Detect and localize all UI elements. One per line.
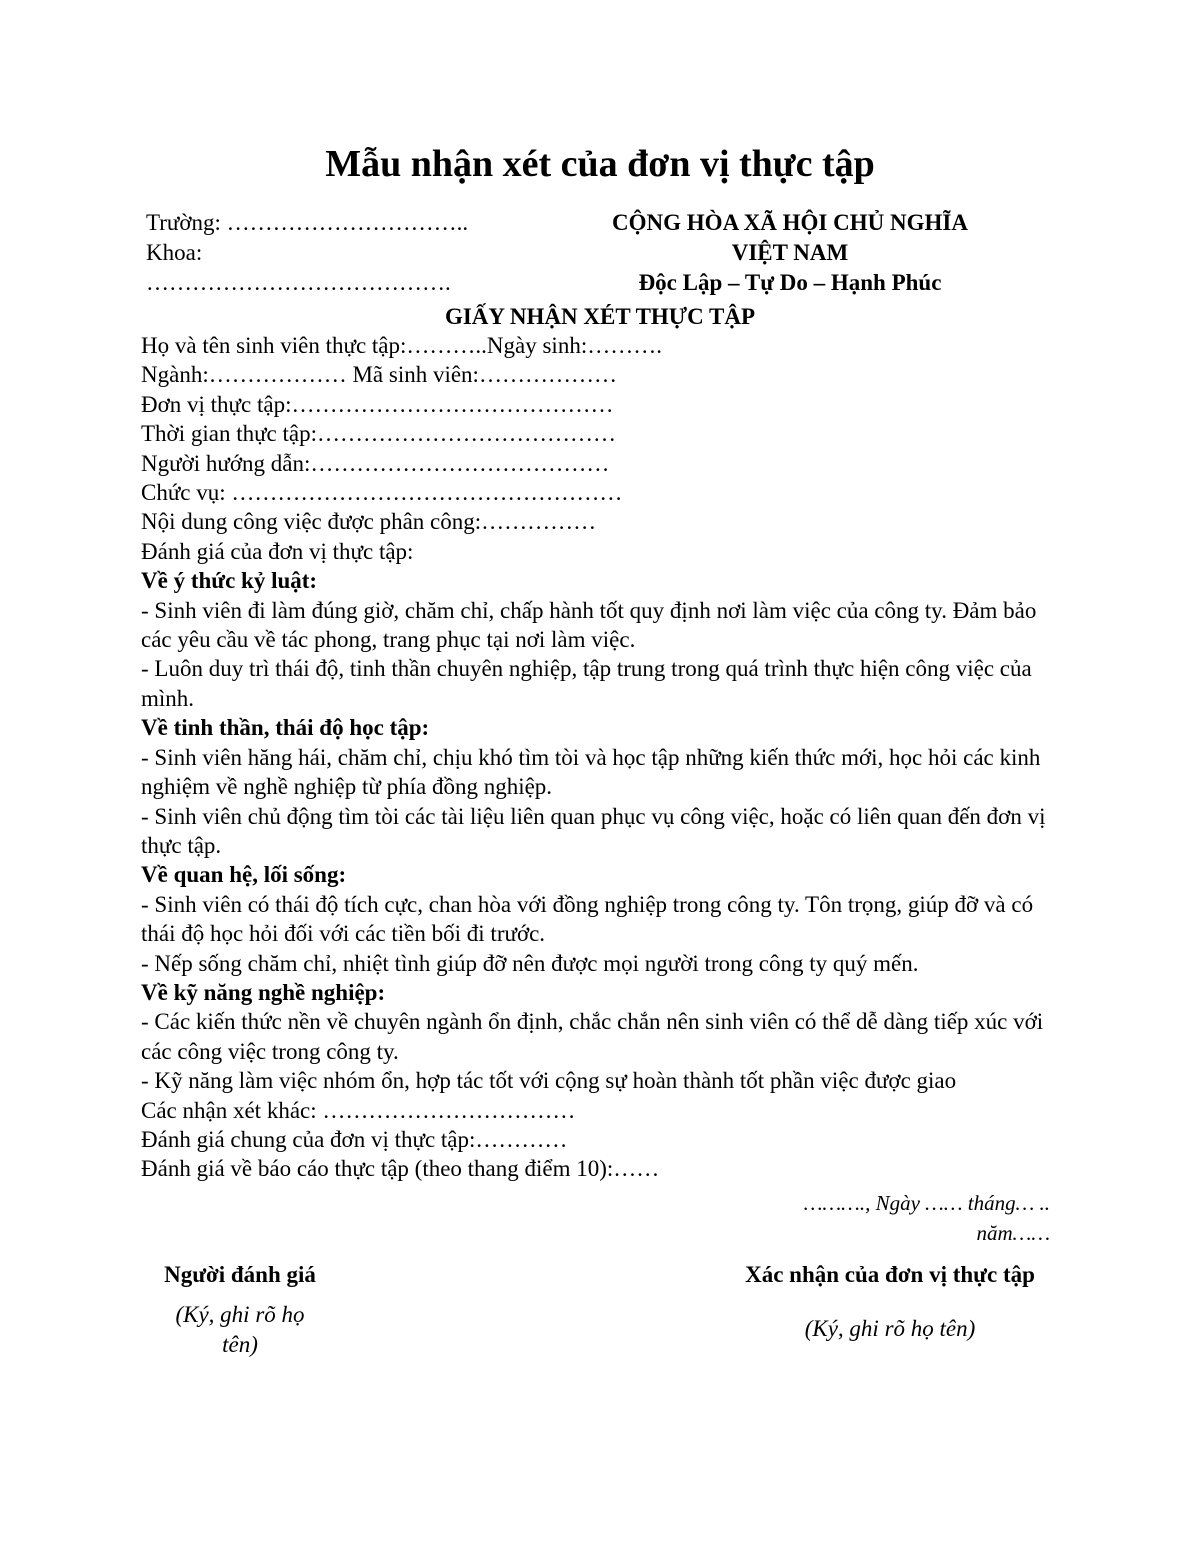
tasks-field: Nội dung công việc được phân công:…………… bbox=[141, 509, 597, 535]
attitude-paragraph: - Sinh viên hăng hái, chăm chỉ, chịu khó tìm tòi và học tập những kiến thức mới, học hỏi các kinh nghiệm về nghề nghiệp từ phía đồng nghiệp. bbox=[141, 744, 1041, 800]
evaluation-label: Đánh giá của đơn vị thực tập: bbox=[141, 538, 414, 564]
evaluator-signature-block bbox=[130, 1258, 350, 1360]
time-field: Thời gian thực tập:………………………………… bbox=[141, 421, 617, 447]
overall-evaluation-field: Đánh giá chung của đơn vị thực tập:………… bbox=[141, 1126, 568, 1152]
attitude-paragraph: - Sinh viên chủ động tìm tòi các tài liệu liên quan phục vụ công việc, hoặc có liên quan đến đơn vị thực tập. bbox=[141, 803, 1046, 858]
national-motto: Độc Lập – Tự Do – Hạnh Phúc bbox=[638, 270, 942, 295]
page-title: Mẫu nhận xét của đơn vị thực tập bbox=[325, 143, 875, 185]
relations-paragraph: - Nếp sống chăm chỉ, nhiệt tình giúp đỡ nên được mọi người trong công ty quý mến. bbox=[141, 950, 919, 976]
discipline-paragraph: - Sinh viên đi làm đúng giờ, chăm chỉ, chấp hành tốt quy định nơi làm việc của công ty. Đảm bảo các yêu cầu về tác phong, trang phục tại nơi làm việc. bbox=[141, 597, 1037, 653]
date-line-2: năm…… bbox=[976, 1221, 1050, 1245]
position-field: Chức vụ: …………………………………………… bbox=[141, 480, 623, 506]
unit-confirmation-block bbox=[700, 1258, 1080, 1344]
evaluator-note bbox=[130, 1300, 350, 1360]
unit-confirmation-title: Xác nhận của đơn vị thực tập bbox=[745, 1262, 1035, 1287]
mentor-field: Người hướng dẫn:………………………………… bbox=[141, 450, 610, 476]
major-field: Ngành:……………… Mã sinh viên:……………… bbox=[141, 362, 617, 388]
faculty-field: …………………………………. bbox=[146, 270, 451, 295]
form-body bbox=[141, 331, 1071, 1184]
date-line bbox=[700, 1188, 1050, 1248]
skills-paragraph: - Kỹ năng làm việc nhóm ổn, hợp tác tốt với cộng sự hoàn thành tốt phần việc được giao bbox=[141, 1068, 957, 1094]
date-line-1: ………., Ngày …… tháng… .. bbox=[803, 1191, 1050, 1215]
unit-confirmation-note: (Ký, ghi rõ họ tên) bbox=[804, 1316, 976, 1341]
national-name-line1: CỘNG HÒA XÃ HỘI CHỦ NGHĨA bbox=[612, 210, 968, 235]
national-name-line2: VIỆT NAM bbox=[731, 240, 849, 265]
evaluator-title: Người đánh giá bbox=[164, 1262, 316, 1287]
skills-heading: Về kỹ năng nghề nghiệp: bbox=[141, 979, 386, 1005]
relations-paragraph: - Sinh viên có thái độ tích cực, chan hòa với đồng nghiệp trong công ty. Tôn trọng, giúp đỡ và có thái độ học hỏi đối với các tiền bối đi trước. bbox=[141, 891, 1034, 947]
school-field: Trường: ………………………….. bbox=[146, 210, 469, 235]
faculty-label: Khoa: bbox=[146, 240, 203, 265]
attitude-heading: Về tinh thần, thái độ học tập: bbox=[141, 715, 430, 741]
evaluator-note-line1: (Ký, ghi rõ họ bbox=[175, 1302, 305, 1327]
other-comments-field: Các nhận xét khác: …………………………… bbox=[141, 1097, 576, 1123]
skills-paragraph: - Các kiến thức nền về chuyên ngành ổn định, chắc chắn nên sinh viên có thể dễ dàng tiếp xúc với các công việc trong công ty. bbox=[141, 1009, 1044, 1064]
form-title: GIẤY NHẬN XÉT THỰC TẬP bbox=[444, 304, 756, 329]
unit-field: Đơn vị thực tập:…………………………………… bbox=[141, 391, 614, 417]
discipline-heading: Về ý thức kỷ luật: bbox=[141, 568, 318, 594]
relations-heading: Về quan hệ, lối sống: bbox=[141, 862, 347, 888]
discipline-paragraph: - Luôn duy trì thái độ, tinh thần chuyên nghiệp, tập trung trong quá trình thực hiện công việc của mình. bbox=[141, 656, 1032, 711]
report-score-field: Đánh giá về báo cáo thực tập (theo thang điểm 10):…… bbox=[141, 1156, 660, 1182]
student-name-field: Họ và tên sinh viên thực tập:………..Ngày sinh:………. bbox=[141, 333, 662, 358]
evaluator-note-line2: tên) bbox=[222, 1332, 258, 1357]
national-header bbox=[560, 208, 1020, 298]
school-info-block bbox=[146, 208, 566, 298]
